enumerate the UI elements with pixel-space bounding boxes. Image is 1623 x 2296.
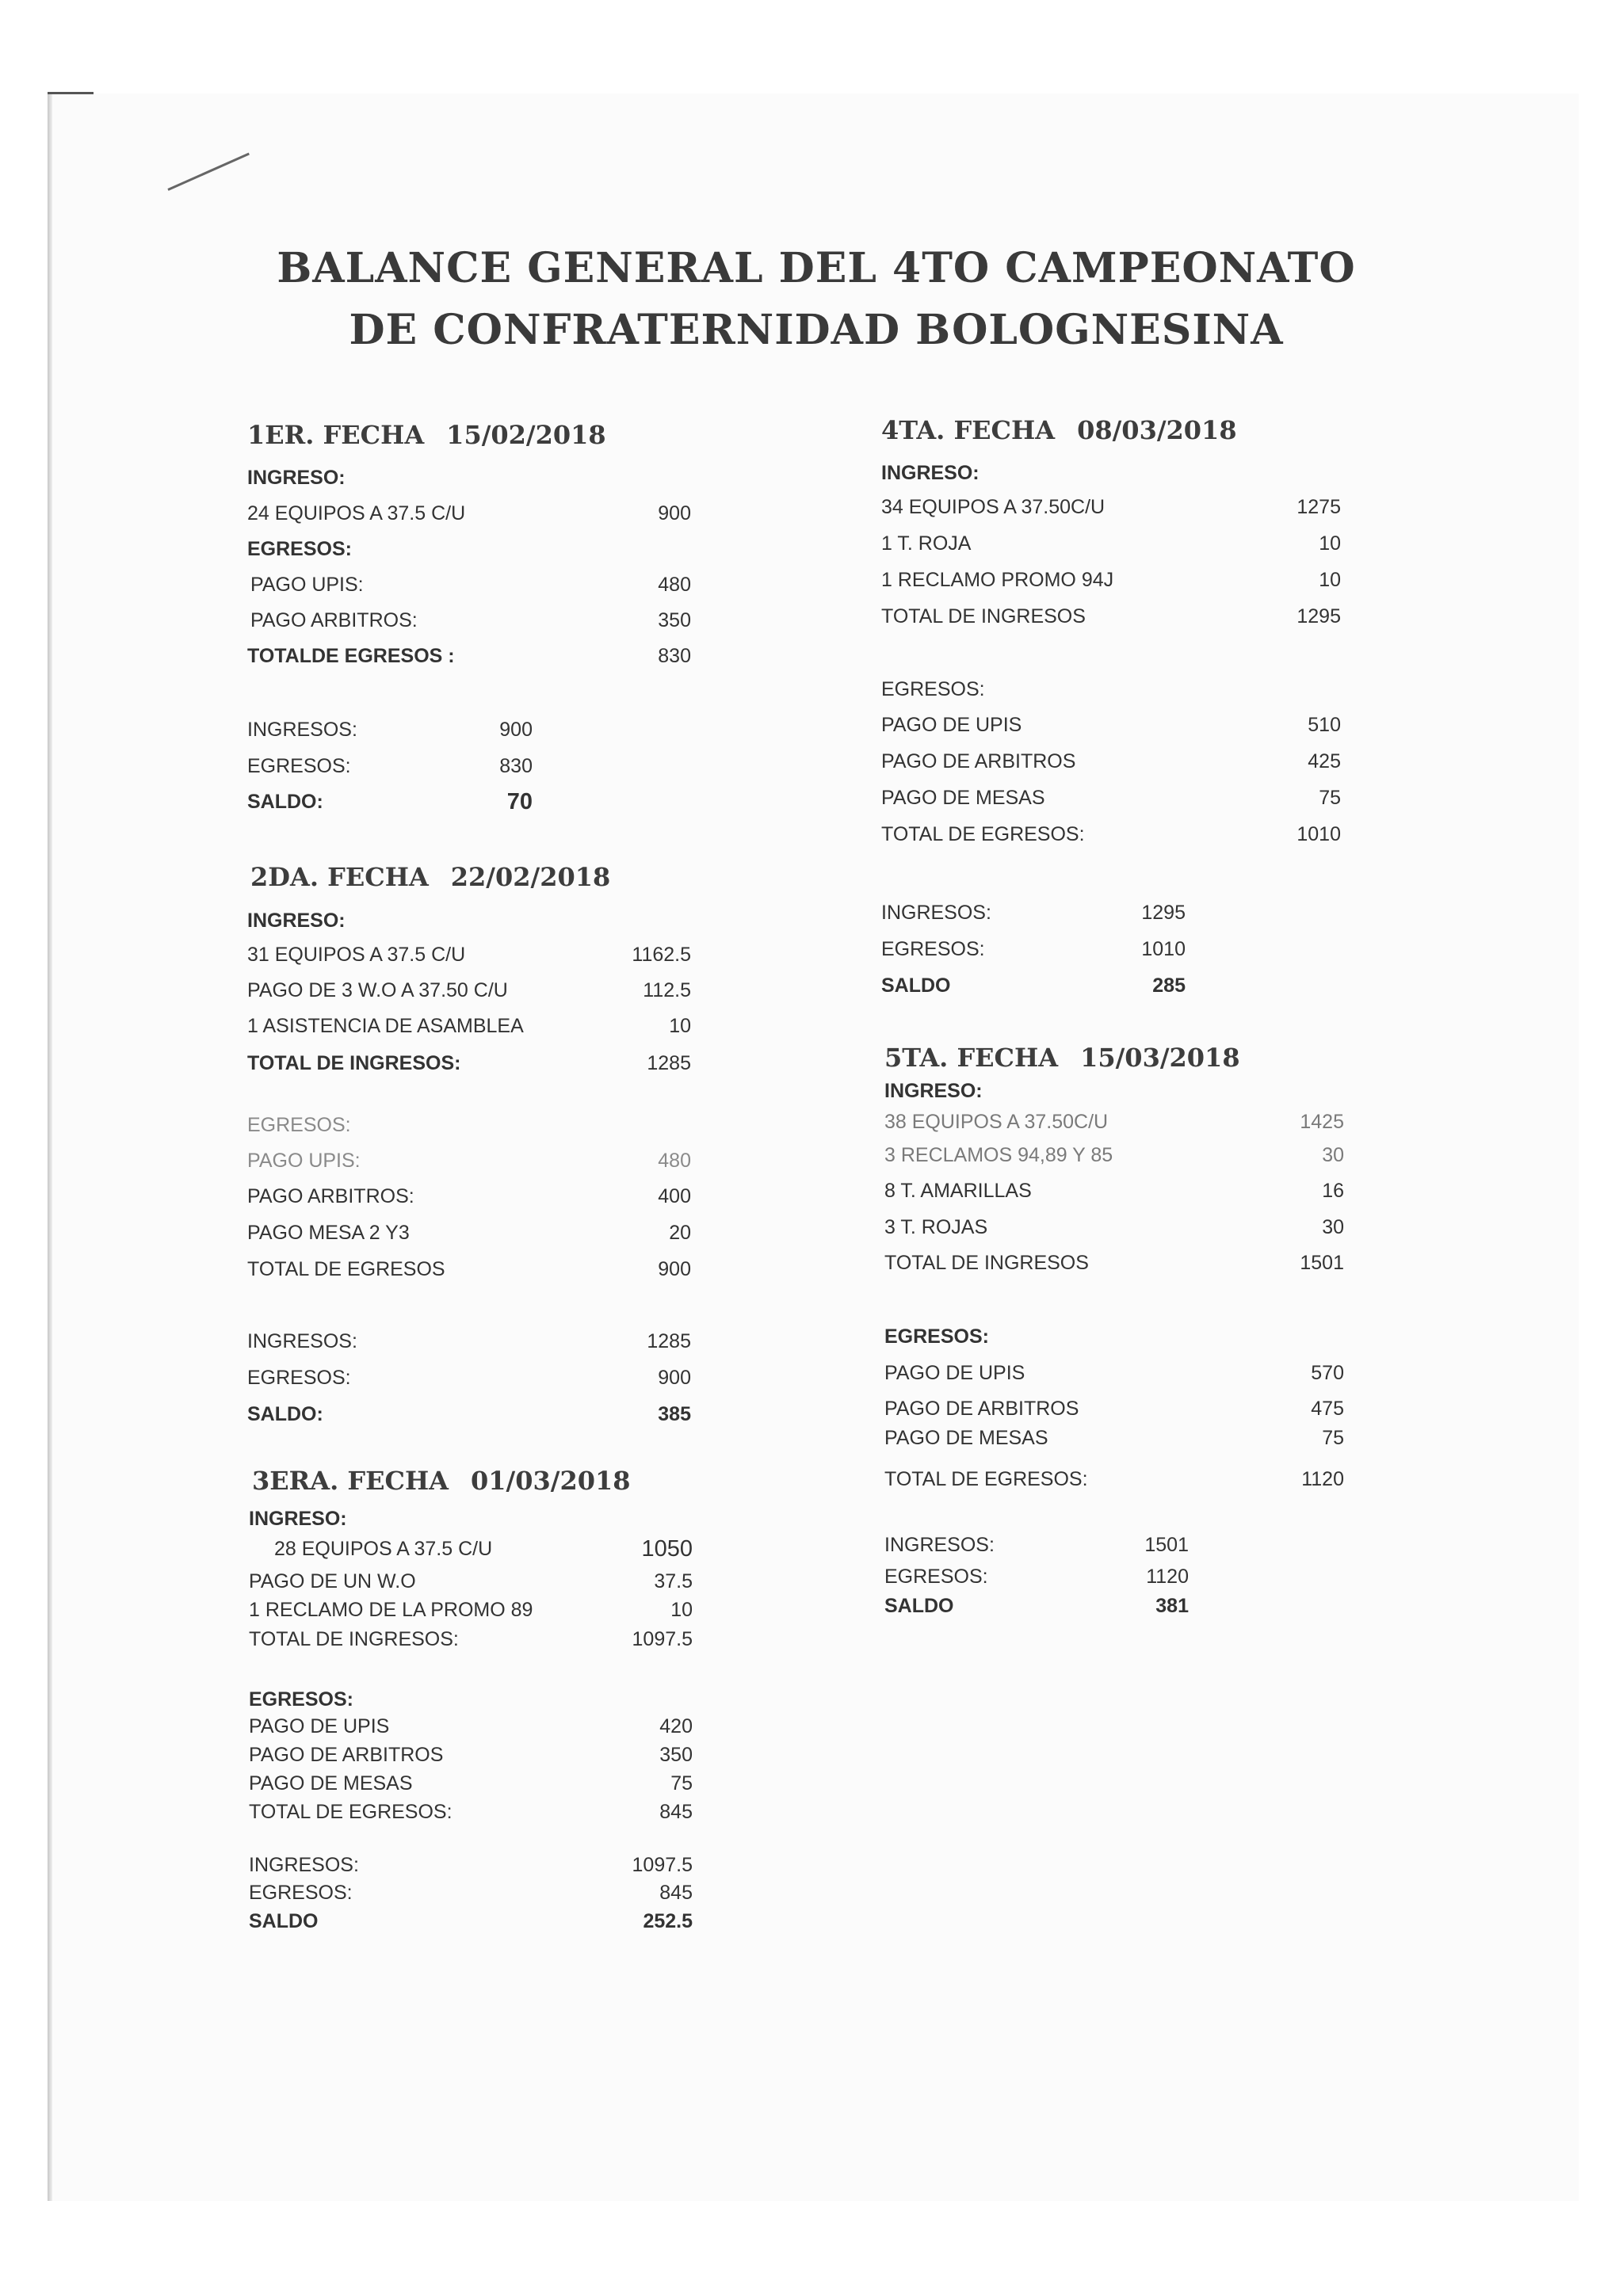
document-title: [262, 238, 1371, 361]
section-label: 2DA. FECHA: [250, 862, 429, 892]
section-label: 1ER. FECHA: [247, 420, 425, 450]
section-heading-2: [250, 862, 610, 892]
section-date: 15/03/2018: [1080, 1043, 1240, 1073]
egresos-header: EGRESOS:: [247, 538, 352, 560]
section-date: 15/02/2018: [446, 420, 606, 450]
ingreso-header: INGRESO:: [247, 910, 346, 932]
egresos-header: EGRESOS:: [884, 1325, 989, 1348]
section-date: 08/03/2018: [1077, 415, 1237, 445]
section-heading-3: [252, 1466, 631, 1496]
section-date: 22/02/2018: [450, 862, 611, 892]
section-heading-1: [247, 420, 606, 450]
ingreso-header: INGRESO:: [884, 1080, 983, 1102]
section-heading-4: [881, 415, 1237, 445]
section-date: 01/03/2018: [471, 1466, 631, 1496]
egresos-header: EGRESOS:: [247, 1114, 351, 1136]
ingreso-header: INGRESO:: [247, 467, 346, 489]
section-label: 4TA. FECHA: [881, 415, 1056, 445]
page-top-edge: [48, 92, 94, 94]
ingreso-header: INGRESO:: [249, 1508, 347, 1530]
title-line-1: BALANCE GENERAL DEL 4TO CAMPEONATO: [277, 244, 1356, 292]
title-line-2: DE CONFRATERNIDAD BOLOGNESINA: [349, 306, 1284, 354]
section-heading-5: [884, 1043, 1240, 1073]
section-label: 3ERA. FECHA: [252, 1466, 449, 1496]
egresos-header: EGRESOS:: [881, 678, 985, 700]
page-left-edge: [48, 93, 52, 2201]
egresos-header: EGRESOS:: [249, 1688, 353, 1711]
ingreso-header: INGRESO:: [881, 462, 980, 484]
section-label: 5TA. FECHA: [884, 1043, 1059, 1073]
